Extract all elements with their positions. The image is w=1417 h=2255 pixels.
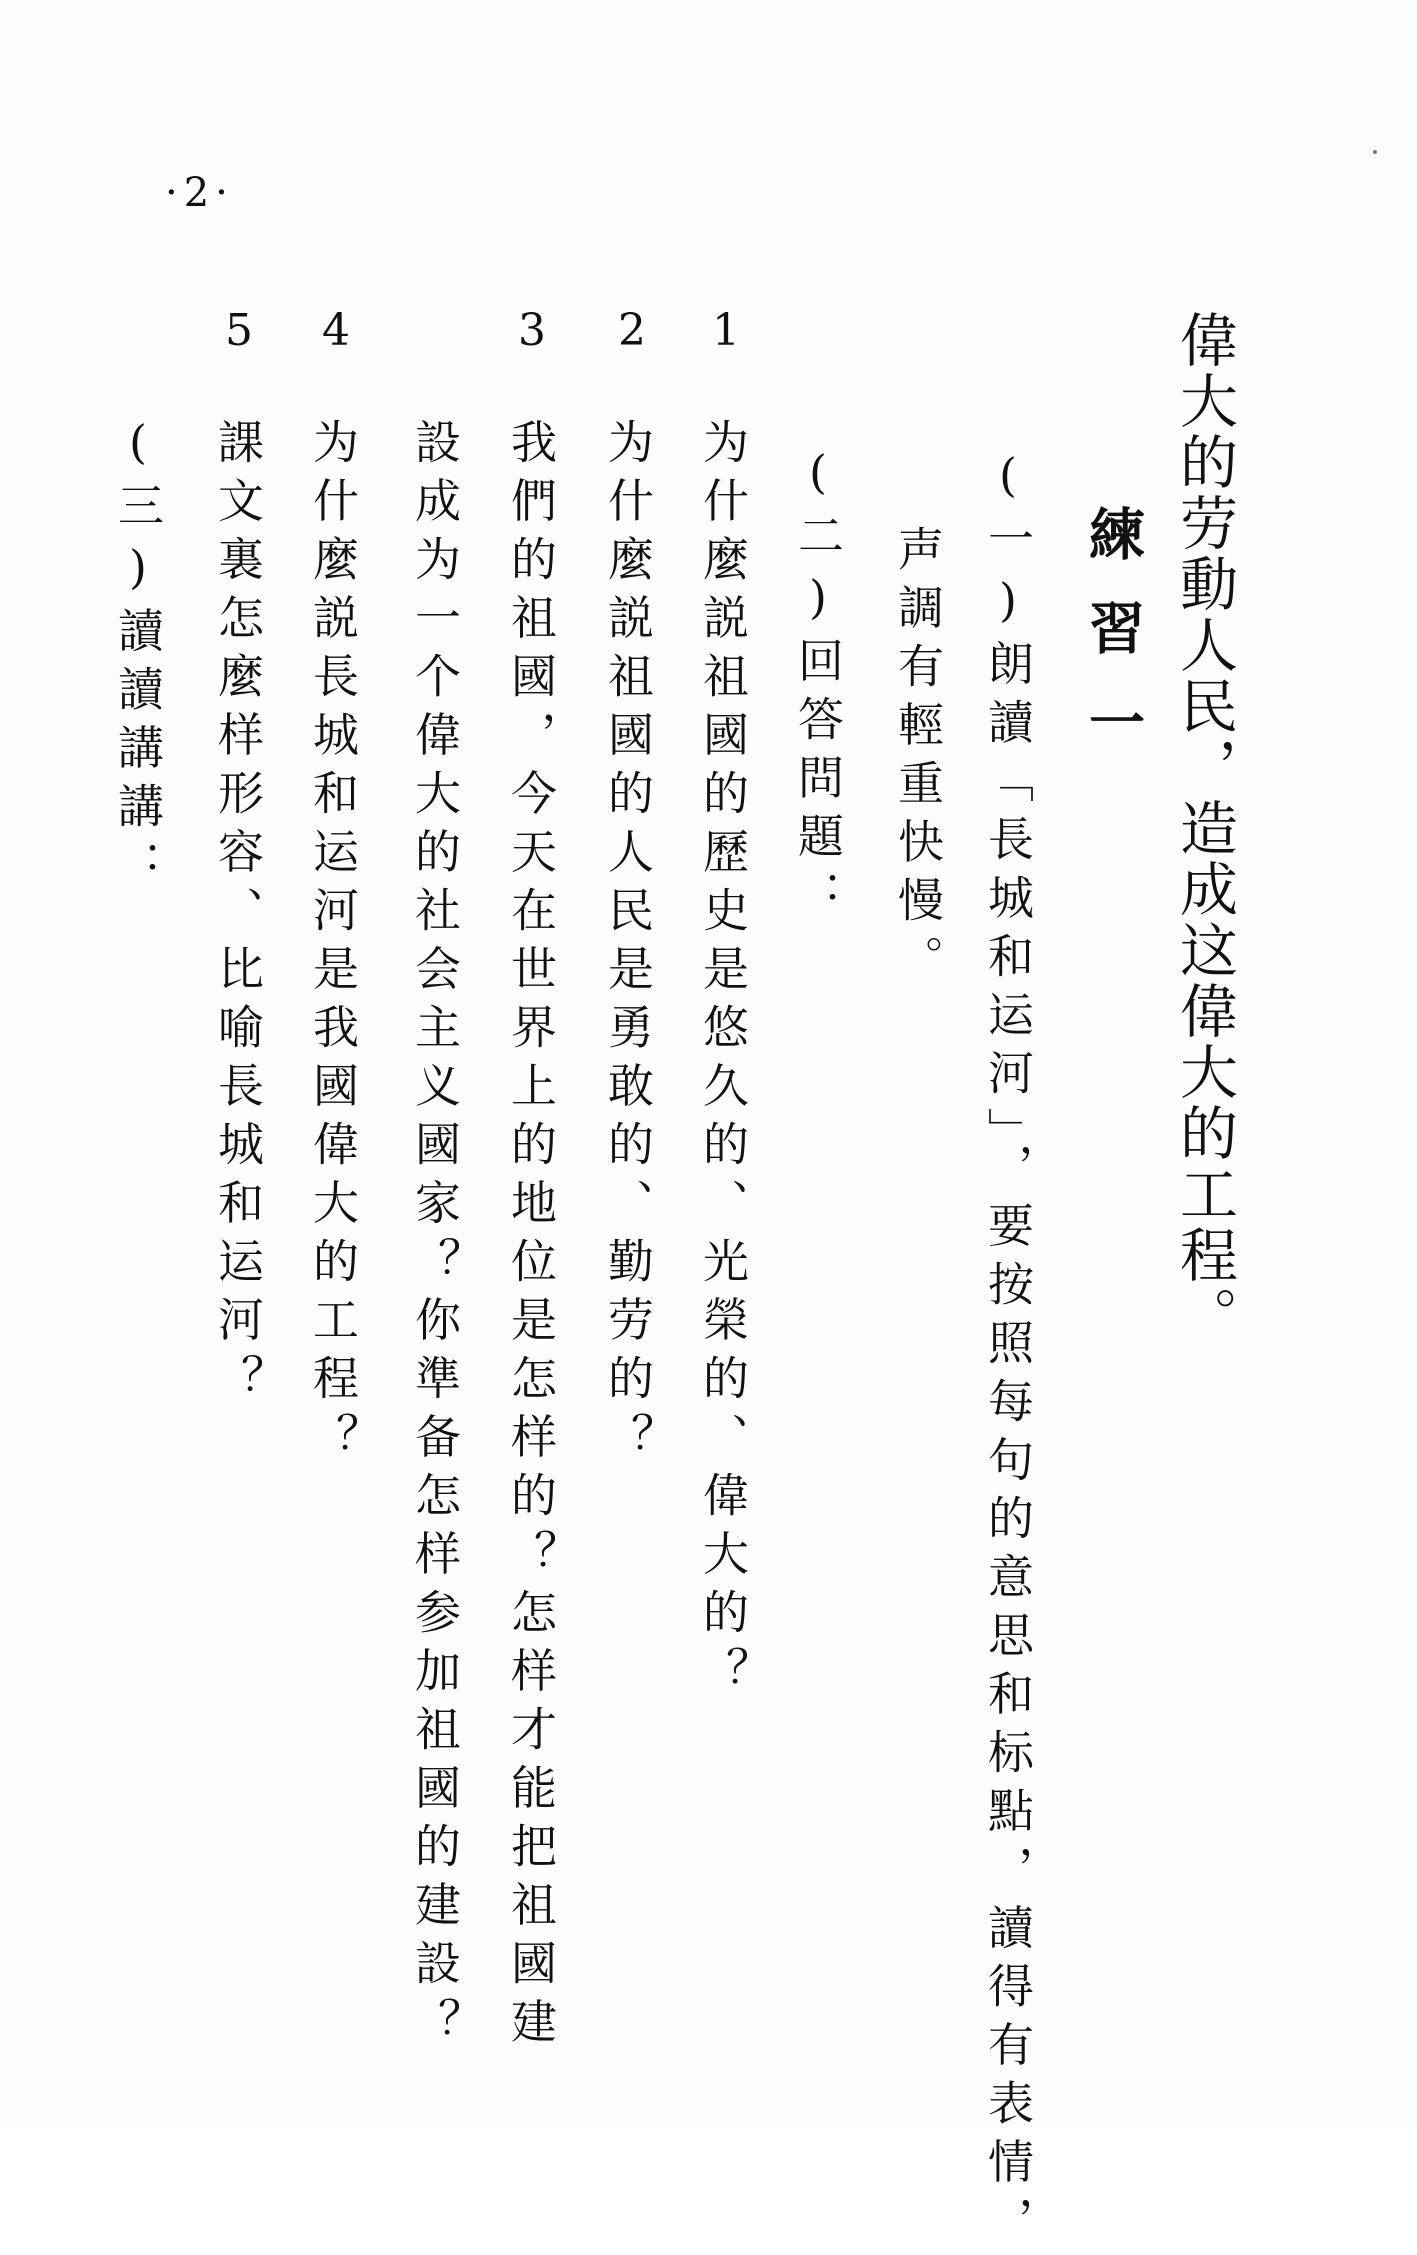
exercise-heading: 練習一 [1080,505,1146,787]
question-4-text: 为什麼説長城和运河是我國偉大的工程？ [306,418,360,1471]
print-speck [1373,150,1377,154]
question-1-text: 为什麼説祖國的歷史是悠久的、光榮的、偉大的？ [696,418,750,1705]
page-number: ·2· [165,170,234,216]
passage-closing-line: 偉大的劳動人民，造成这偉大的工程。 [1170,310,1238,1347]
question-number-5: 5 [225,305,253,356]
section1-line1: (一)朗讀「長城和运河」，要按照每句的意思和标點，讀得有表情， [981,448,1035,2255]
question-3-text-line1: 我們的祖國，今天在世界上的地位是怎样的？怎样才能把祖國建 [504,418,558,2056]
section1-line2: 声調有輕重快慢。 [891,525,945,993]
question-number-3: 3 [518,305,546,356]
question-number-4: 4 [322,305,350,356]
question-number-2: 2 [618,305,646,356]
question-2-text: 为什麼説祖國的人民是勇敢的、勤劳的？ [601,418,655,1471]
section3-heading: (三)讀讀講講： [111,415,165,899]
section2-heading: (二)回答問題： [791,445,845,929]
question-5-text: 課文裏怎麼样形容、比喻長城和运河？ [211,418,265,1413]
question-3-text-line2: 設成为一个偉大的社会主义國家？你準备怎样参加祖國的建設？ [408,418,462,2056]
question-number-1: 1 [712,305,740,356]
